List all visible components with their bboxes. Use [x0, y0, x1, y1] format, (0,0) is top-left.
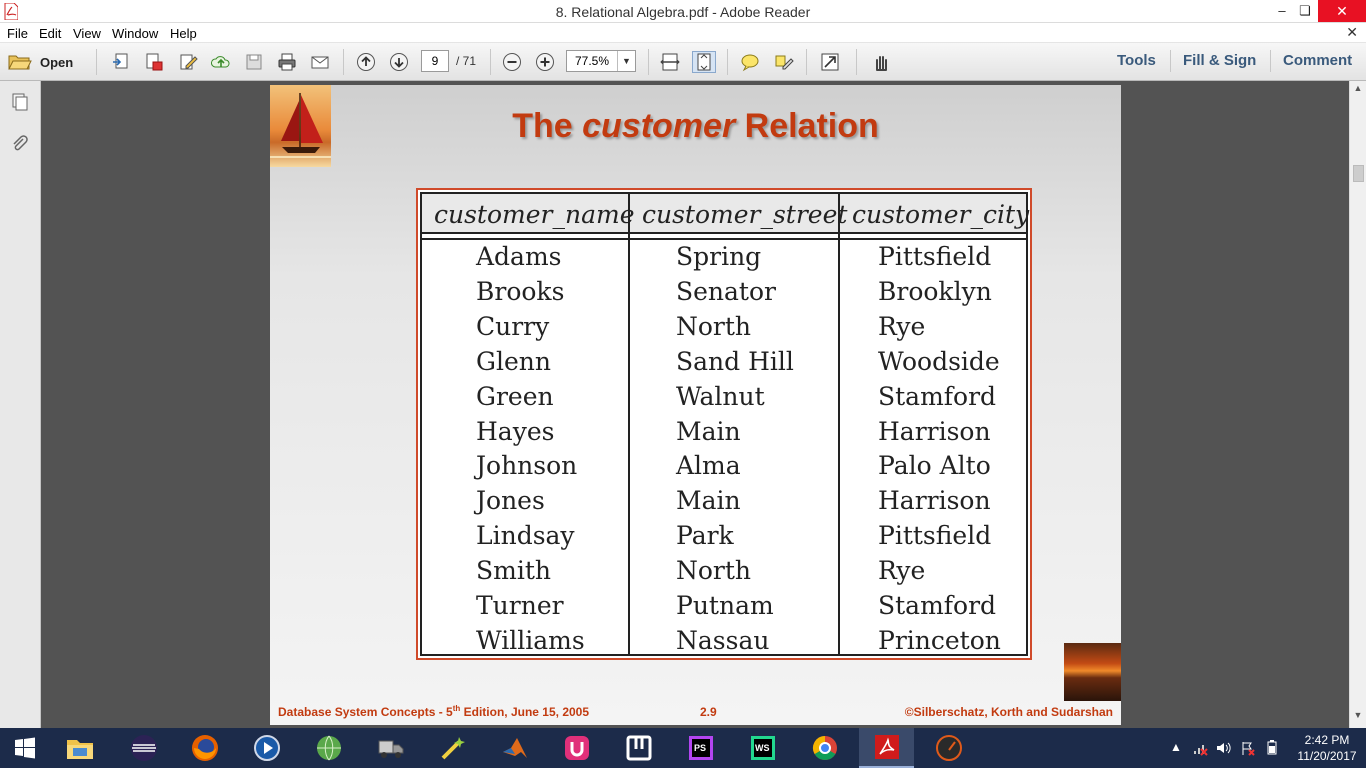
- table-cell: Jones: [476, 486, 545, 516]
- action-center-flag-icon: [1240, 740, 1256, 756]
- taskbar-media-player[interactable]: [239, 728, 294, 768]
- taskbar-chrome[interactable]: [797, 728, 852, 768]
- column-divider: [628, 194, 630, 654]
- fit-width-button[interactable]: [658, 51, 682, 73]
- fit-width-icon: [660, 52, 680, 72]
- close-button[interactable]: ✕: [1318, 0, 1366, 22]
- show-hidden-icons[interactable]: ▲: [1170, 740, 1182, 754]
- slide-title-italic: customer: [582, 107, 736, 145]
- page-thumbnails-button[interactable]: [9, 91, 31, 113]
- page-number-input[interactable]: 9: [421, 50, 449, 72]
- footer-left: [278, 704, 589, 719]
- eclipse-icon: [130, 734, 158, 762]
- open-label: Open: [40, 54, 74, 70]
- phpstorm-icon: [687, 734, 715, 762]
- taskbar: [0, 728, 1366, 768]
- footer-left-text: Database System Concepts - 5: [278, 705, 453, 719]
- create-pdf-icon: [111, 52, 131, 72]
- save-button[interactable]: [242, 51, 266, 73]
- edit-pdf-button[interactable]: [176, 51, 200, 73]
- clock-date: 11/20/2017: [1297, 749, 1357, 763]
- menu-help[interactable]: Help: [170, 26, 197, 41]
- taskbar-network-app[interactable]: [301, 728, 356, 768]
- print-button[interactable]: [275, 51, 299, 73]
- table-cell: Green: [476, 381, 554, 411]
- chevron-down-icon[interactable]: ▼: [617, 51, 635, 71]
- cloud-upload-button[interactable]: [209, 51, 233, 73]
- battery-glyph: [1264, 740, 1280, 756]
- scrollbar-thumb[interactable]: [1353, 165, 1364, 182]
- taskbar-adobe-reader[interactable]: [859, 728, 914, 768]
- firefox-icon: [191, 734, 219, 762]
- table-cell: Adams: [476, 242, 562, 271]
- menu-view[interactable]: View: [73, 26, 101, 41]
- zoom-in-icon: [535, 52, 555, 72]
- hand-tool-button[interactable]: [869, 51, 893, 73]
- taskbar-matlab[interactable]: [487, 728, 542, 768]
- export-pdf-icon: [144, 52, 164, 72]
- volume-icon[interactable]: [1215, 740, 1231, 759]
- truck-icon: [376, 735, 406, 761]
- taskbar-truck-app[interactable]: [363, 728, 418, 768]
- highlight-text-button[interactable]: [772, 51, 796, 73]
- table-cell: Main: [676, 416, 741, 446]
- attachments-button[interactable]: [9, 133, 31, 155]
- toolbar-separator: [343, 49, 344, 75]
- wand-icon: [439, 734, 467, 762]
- table-cell: Main: [676, 486, 741, 516]
- footer-page-number: 2.9: [700, 705, 717, 719]
- document-area[interactable]: [41, 81, 1349, 728]
- clock[interactable]: [1296, 732, 1358, 764]
- comment-pane-link[interactable]: Comment: [1283, 52, 1353, 69]
- slide-title-prefix: The: [512, 107, 583, 145]
- toolbar: [0, 43, 1366, 81]
- adobe-reader-icon: [873, 733, 901, 761]
- toolbar-separator: [806, 49, 807, 75]
- matlab-icon: [501, 734, 529, 762]
- email-button[interactable]: [308, 51, 332, 73]
- arrow-down-icon: [389, 52, 409, 72]
- fit-page-button[interactable]: [692, 51, 716, 73]
- folder-icon: [8, 53, 32, 71]
- print-icon: [277, 52, 297, 72]
- taskbar-wpm-app[interactable]: [921, 728, 976, 768]
- table-cell: Smith: [476, 556, 551, 586]
- zoom-out-icon: [502, 52, 522, 72]
- table-cell: Williams: [476, 625, 585, 655]
- table-cell: Rye: [878, 556, 926, 586]
- taskbar-webstorm[interactable]: [735, 728, 790, 768]
- save-icon: [244, 52, 264, 72]
- open-button[interactable]: [8, 51, 73, 73]
- menu-bar: [0, 23, 1366, 43]
- edit-pdf-icon: [178, 52, 198, 72]
- page-total: / 71: [456, 54, 477, 68]
- table-cell: Pittsfield: [878, 242, 992, 271]
- table-cell: Palo Alto: [878, 451, 991, 481]
- table-cell: Stamford: [878, 381, 997, 411]
- table-cell: North: [676, 311, 752, 341]
- create-pdf-button[interactable]: [109, 51, 133, 73]
- table-cell: Harrison: [878, 416, 991, 446]
- table-cell: Rye: [878, 311, 926, 341]
- vertical-scrollbar[interactable]: [1349, 81, 1366, 728]
- email-icon: [310, 52, 330, 72]
- fit-page-icon: [694, 52, 714, 72]
- export-pdf-button[interactable]: [142, 51, 166, 73]
- previous-page-button[interactable]: [354, 51, 378, 73]
- navigation-pane: [0, 81, 41, 728]
- menu-file[interactable]: File: [7, 26, 28, 41]
- zoom-level-value: 77.5%: [575, 54, 610, 68]
- full-screen-button[interactable]: [818, 51, 842, 73]
- toolbar-separator: [856, 49, 857, 75]
- column-header-customer-street: customer_street: [642, 200, 848, 229]
- menu-window[interactable]: Window: [112, 26, 159, 41]
- sunset-image: [1064, 643, 1121, 701]
- battery-icon[interactable]: [1264, 740, 1280, 759]
- taskbar-eclipse[interactable]: [116, 728, 171, 768]
- webstorm-icon: [749, 734, 777, 762]
- taskbar-tool-app[interactable]: [425, 728, 480, 768]
- relation-table-inner: [420, 192, 1028, 656]
- hand-icon: [871, 52, 891, 72]
- table-cell: Brooks: [476, 276, 565, 306]
- maximize-button[interactable]: ❏: [1299, 3, 1311, 18]
- scroll-up-icon[interactable]: ▲: [1353, 83, 1363, 93]
- toolbar-separator: [727, 49, 728, 75]
- title-bar: [0, 0, 1366, 23]
- speaker-icon: [1215, 740, 1231, 756]
- zoom-out-button[interactable]: [500, 51, 524, 73]
- column-header-customer-name: customer_name: [434, 200, 635, 229]
- comment-bubble-icon: [740, 52, 760, 72]
- table-cell: North: [676, 556, 752, 586]
- pdf-page: [270, 85, 1121, 725]
- chrome-icon: [811, 734, 839, 762]
- taskbar-firefox[interactable]: [177, 728, 232, 768]
- taskbar-file-explorer[interactable]: [52, 728, 107, 768]
- table-cell: Senator: [676, 276, 776, 306]
- table-cell: Nassau: [676, 625, 770, 655]
- table-cell: Putnam: [676, 591, 774, 620]
- toolbar-separator: [648, 49, 649, 75]
- flag-icon[interactable]: [1240, 740, 1256, 759]
- window-title: 8. Relational Algebra.pdf - Adobe Reader: [555, 4, 811, 20]
- taskbar-phpstorm[interactable]: [673, 728, 728, 768]
- taskbar-uipath[interactable]: [549, 728, 604, 768]
- table-cell: Walnut: [676, 381, 765, 411]
- table-cell: Lindsay: [476, 521, 575, 551]
- sticky-note-button[interactable]: [738, 51, 762, 73]
- table-cell: Spring: [676, 242, 762, 271]
- table-cell: Alma: [676, 451, 741, 481]
- zoom-in-button[interactable]: [533, 51, 557, 73]
- column-header-customer-city: customer_city: [852, 200, 1030, 229]
- minimize-button[interactable]: –: [1278, 3, 1286, 18]
- table-cell: Glenn: [476, 346, 551, 376]
- table-cell: Curry: [476, 311, 550, 341]
- table-header-rule: [422, 236, 1026, 240]
- table-cell: Brooklyn: [878, 276, 992, 306]
- table-cell: Pittsfield: [878, 521, 992, 551]
- expand-icon: [820, 52, 840, 72]
- highlighter-icon: [774, 52, 794, 72]
- folder-icon: [65, 735, 95, 761]
- zoom-level-select[interactable]: [566, 50, 636, 72]
- toolbar-separator: [1170, 50, 1171, 72]
- network-icon-glyph: [1192, 740, 1208, 756]
- table-cell: Turner: [476, 591, 564, 620]
- menu-edit[interactable]: Edit: [39, 26, 62, 41]
- cloud-upload-icon: [211, 52, 231, 72]
- arrow-up-icon: [356, 52, 376, 72]
- clock-time: 2:42 PM: [1304, 733, 1350, 747]
- window-frame-icon: [625, 734, 653, 762]
- taskbar-window-app[interactable]: [611, 728, 666, 768]
- pages-icon: [10, 92, 30, 112]
- svg-text:WS: WS: [754, 743, 769, 753]
- table-cell: Hayes: [476, 416, 555, 446]
- footer-left-sup: th: [452, 704, 461, 713]
- table-cell: Woodside: [878, 346, 1000, 376]
- footer-copyright: ©Silberschatz, Korth and Sudarshan: [904, 705, 1113, 719]
- table-cell: Princeton: [878, 625, 1001, 655]
- tools-pane-link[interactable]: Tools: [1117, 52, 1156, 69]
- u-app-icon: [563, 734, 591, 762]
- slide-title: [270, 107, 1121, 146]
- network-icon[interactable]: [1192, 740, 1208, 759]
- relation-table: [416, 188, 1032, 660]
- slide-title-suffix: Relation: [735, 107, 879, 145]
- footer-left-rest: Edition, June 15, 2005: [460, 705, 590, 719]
- fill-sign-pane-link[interactable]: Fill & Sign: [1183, 52, 1257, 69]
- speedometer-icon: [935, 734, 963, 762]
- globe-icon: [315, 734, 343, 762]
- paperclip-icon: [10, 134, 30, 154]
- close-document-icon[interactable]: ✕: [1346, 24, 1358, 40]
- media-player-icon: [253, 734, 281, 762]
- scroll-down-icon[interactable]: ▼: [1353, 710, 1363, 720]
- toolbar-separator: [1270, 50, 1271, 72]
- start-button[interactable]: [0, 728, 50, 768]
- windows-icon: [13, 736, 37, 760]
- toolbar-separator: [490, 49, 491, 75]
- table-cell: Stamford: [878, 591, 997, 620]
- svg-text:PS: PS: [693, 743, 706, 753]
- table-cell: Park: [676, 521, 734, 551]
- toolbar-separator: [96, 49, 97, 75]
- column-divider: [838, 194, 840, 654]
- table-cell: Sand Hill: [676, 346, 794, 376]
- table-cell: Johnson: [476, 451, 578, 481]
- table-cell: Harrison: [878, 486, 991, 516]
- next-page-button[interactable]: [387, 51, 411, 73]
